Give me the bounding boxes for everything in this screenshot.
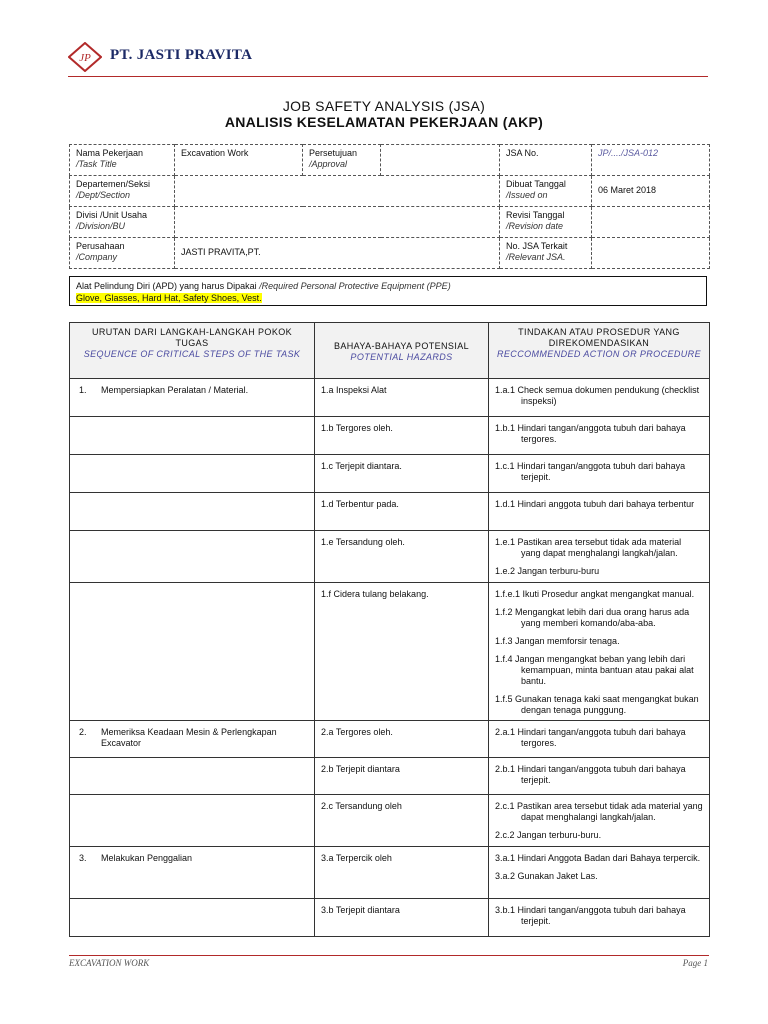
dept-value [175, 176, 500, 207]
hazard-cell: 1.a Inspeksi Alat [315, 379, 489, 417]
hazard-cell: 1.c Terjepit diantara. [315, 455, 489, 493]
col-steps-header: URUTAN DARI LANGKAH-LANGKAH POKOK TUGAS SEQUENCE OF CRITICAL STEPS OF THE TASK [70, 323, 315, 379]
hazard-cell: 2.a Tergores oleh. [315, 721, 489, 758]
hazard-cell: 3.b Terjepit diantara [315, 899, 489, 937]
company-logo [68, 42, 102, 72]
action-item: 1.d.1 Hindari anggota tubuh dari bahaya terbentur [495, 499, 695, 509]
jsa-row [70, 758, 710, 795]
col-hazards-header: BAHAYA-BAHAYA POTENSIAL POTENTIAL HAZARDS [315, 323, 489, 379]
action-item: 2.b.1 Hindari tangan/anggota tubuh dari bahaya terjepit. [495, 764, 686, 785]
step-text: Memeriksa Keadaan Mesin & Perlengkapan Excavator [101, 727, 277, 748]
approval-label-cell: Persetujuan /Approval [303, 145, 381, 176]
action-item: 1.b.1 Hindari tangan/anggota tubuh dari bahaya tergores. [495, 423, 686, 444]
step-cell [70, 583, 315, 721]
jsa-row [70, 583, 710, 721]
action-item: 2.a.1 Hindari tangan/anggota tubuh dari bahaya tergores. [495, 727, 686, 748]
hazard-cell: 1.f Cidera tulang belakang. [315, 583, 489, 721]
action-item: 1.e.1 Pastikan area tersebut tidak ada material yang dapat menghalangi langkah/jalan. [495, 537, 682, 558]
action-cell [489, 493, 710, 531]
jsa-row [70, 531, 710, 583]
jsa-row [70, 379, 710, 417]
step-text: Mempersiapkan Peralatan / Material. [101, 385, 249, 395]
step-number: 1. [79, 385, 87, 395]
document-subtitle: ANALISIS KESELAMATAN PEKERJAAN (AKP) [224, 114, 544, 130]
action-item: 1.f.5 Gunakan tenaga kaki saat mengangkat bukan dengan tenaga punggung. [495, 694, 699, 715]
company-label-cell: Perusahaan /Company [70, 238, 175, 269]
hazard-cell: 3.a Terpercik oleh [315, 847, 489, 899]
jsa-no-label: JSA No. [500, 145, 592, 176]
col-actions-header: TINDAKAN ATAU PROSEDUR YANG DIREKOMENDASIKAN RECCOMMENDED ACTION OR PROCEDURE [489, 323, 710, 379]
footer-divider [69, 955, 709, 956]
action-cell [489, 379, 710, 417]
company-name: PT. JASTI PRAVITA [110, 47, 253, 63]
company-value: JASTI PRAVITA,PT. [175, 238, 500, 269]
footer-page-number: Page 1 [682, 958, 708, 968]
made-label-cell: Dibuat Tanggal /Issued on [500, 176, 592, 207]
action-item: 1.f.4 Jangan mengangkat beban yang lebih dari kemampuan, minta bantuan atau pakai alat bantu. [495, 654, 694, 686]
step-number: 2. [79, 727, 87, 737]
action-cell [489, 721, 710, 758]
job-value: Excavation Work [175, 145, 303, 176]
step-cell [70, 899, 315, 937]
div-label-cell: Divisi /Unit Usaha /Division/BU [70, 207, 175, 238]
action-item: 1.f.e.1 Ikuti Prosedur angkat mengangkat manual. [495, 589, 695, 599]
action-cell [489, 795, 710, 847]
jsa-row [70, 493, 710, 531]
action-item: 2.c.2 Jangan terburu-buru. [495, 830, 602, 840]
document-title: JOB SAFETY ANALYSIS (JSA) [282, 98, 486, 114]
jsa-no-value: JP/..../JSA-012 [592, 145, 710, 176]
hazard-cell: 2.b Terjepit diantara [315, 758, 489, 795]
jsa-row [70, 795, 710, 847]
action-item: 1.f.3 Jangan memforsir tenaga. [495, 636, 620, 646]
step-cell [70, 721, 315, 758]
hazard-cell: 1.b Tergores oleh. [315, 417, 489, 455]
action-cell [489, 847, 710, 899]
jsa-row [70, 847, 710, 899]
step-cell [70, 795, 315, 847]
hazard-cell: 1.e Tersandung oleh. [315, 531, 489, 583]
action-item: 1.f.2 Mengangkat lebih dari dua orang harus ada yang memberi komando/aba-aba. [495, 607, 690, 628]
related-value [592, 238, 710, 269]
rev-value [592, 207, 710, 238]
jsa-row [70, 721, 710, 758]
action-item: 2.c.1 Pastikan area tersebut tidak ada material yang dapat menghalangi langkah/jalan. [495, 801, 703, 822]
step-number: 3. [79, 853, 87, 863]
job-label-cell: Nama Pekerjaan /Task Title [70, 145, 175, 176]
hazard-cell: 2.c Tersandung oleh [315, 795, 489, 847]
action-cell [489, 758, 710, 795]
ppe-label-en: /Required Personal Protective Equipment (PPE) [256, 281, 451, 291]
made-value: 06 Maret 2018 [592, 176, 710, 207]
action-item: 3.a.2 Gunakan Jaket Las. [495, 871, 598, 881]
jsa-table-body [70, 379, 710, 937]
related-label-cell: No. JSA Terkait /Relevant JSA. [500, 238, 592, 269]
jsa-row [70, 417, 710, 455]
action-cell [489, 583, 710, 721]
div-value [175, 207, 500, 238]
jsa-table [69, 322, 710, 937]
hazard-cell: 1.d Terbentur pada. [315, 493, 489, 531]
step-cell [70, 455, 315, 493]
rev-label-cell: Revisi Tanggal /Revision date [500, 207, 592, 238]
jsa-row [70, 455, 710, 493]
step-cell [70, 847, 315, 899]
step-cell [70, 531, 315, 583]
action-cell [489, 417, 710, 455]
step-cell [70, 493, 315, 531]
ppe-box [69, 276, 707, 306]
dept-label-cell: Departemen/Seksi /Dept/Section [70, 176, 175, 207]
action-item: 1.e.2 Jangan terburu-buru [495, 566, 600, 576]
info-table [69, 144, 710, 269]
action-cell [489, 455, 710, 493]
step-cell [70, 379, 315, 417]
svg-text:JP: JP [79, 52, 91, 64]
ppe-label: Alat Pelindung Diri (APD) yang harus Dipakai [76, 281, 257, 291]
step-cell [70, 758, 315, 795]
action-cell [489, 531, 710, 583]
step-text: Melakukan Penggalian [101, 853, 193, 863]
step-cell [70, 417, 315, 455]
header-divider [68, 76, 708, 77]
action-item: 3.a.1 Hindari Anggota Badan dari Bahaya terpercik. [495, 853, 701, 863]
action-item: 1.c.1 Hindari tangan/anggota tubuh dari bahaya terjepit. [495, 461, 686, 482]
jsa-row [70, 899, 710, 937]
ppe-items: Glove, Glasses, Hard Hat, Safety Shoes, Vest. [76, 293, 262, 303]
approval-value [381, 145, 500, 176]
action-item: 1.a.1 Check semua dokumen pendukung (checklist inspeksi) [495, 385, 700, 406]
footer-doc-name: EXCAVATION WORK [69, 958, 150, 968]
action-item: 3.b.1 Hindari tangan/anggota tubuh dari bahaya terjepit. [495, 905, 686, 926]
action-cell [489, 899, 710, 937]
